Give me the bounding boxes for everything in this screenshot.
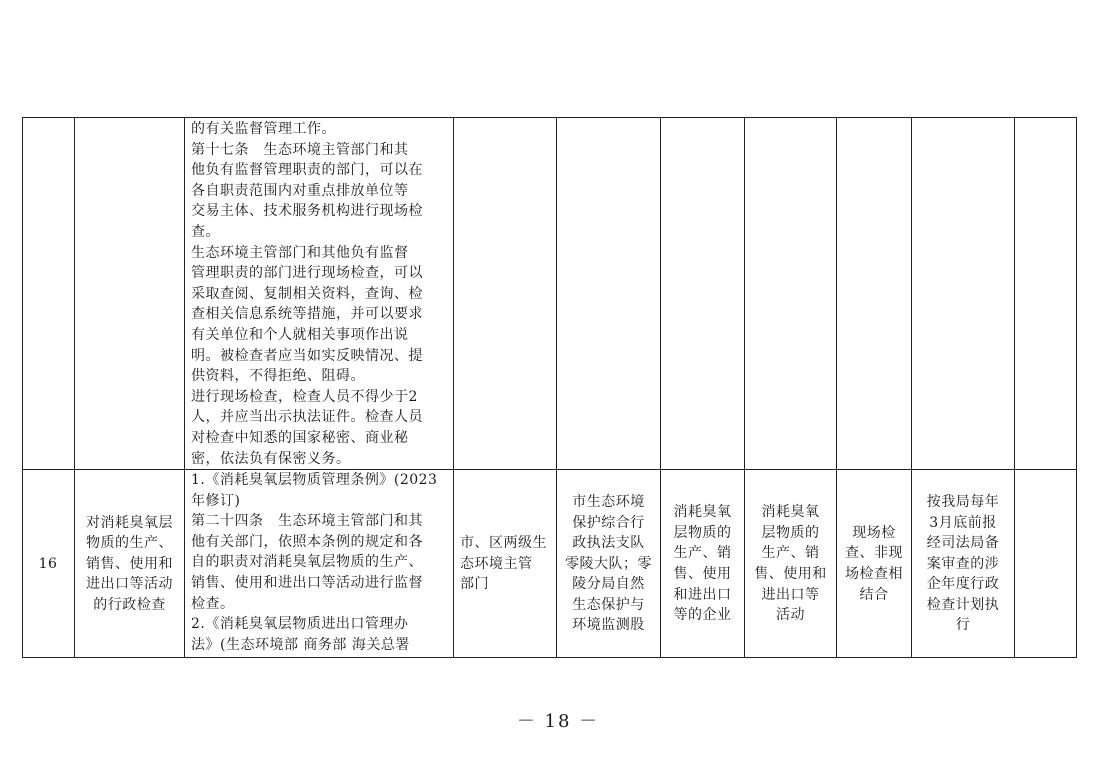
- column-divider: [184, 117, 185, 658]
- executing-unit-cell: 市生态环境 保护综合行 政执法支队 零陵大队；零 陵分局自然 生态保护与 环境监测股: [565, 493, 652, 634]
- inspection-content-cell: 消耗臭氧 层物质的 生产、销 售、使用和 进出口等 活动: [754, 504, 827, 624]
- inspection-method-cell: 现场检 查、非现 场检查相 结合: [845, 524, 903, 603]
- inspection-frequency-cell: 按我局每年 3月底前报 经司法局备 案审查的涉 企年度行政 检查计划执 行: [926, 493, 1000, 634]
- legal-basis-cell: 的有关监督管理工作。 第十七条 生态环境主管部门和其 他负有监督管理职责的部门，可以在 各自职责范围内对重点排放单位等 交易主体、技术服务机构进行现场检 查。 生态环境主管部门和其他负有监督 管理职责的部门进行现场检查，可以 采取查阅、复制相关资料，查询、检 查相关信息系统等措施，并可以要求 有关单位和个人就相关事项作出说 明。被检查者应当如实反映情况、提 供资料，不得拒绝、阻碍。 进行现场检查，检查人员不得少于2 人，并应当出示执法证件。检查人员 对检查中知悉的国家秘密、商业秘 密，依法负有保密义务。: [191, 121, 423, 467]
- page-number: － 18 －: [516, 711, 600, 732]
- row-number-cell: 16: [38, 555, 58, 572]
- legal-basis-cell: 1.《消耗臭氧层物质管理条例》(2023 年修订) 第二十四条 生态环境主管部门和其 他有关部门，依照本条例的规定和各 自的职责对消耗臭氧层物质的生产、 销售、使用和进出口等活动进行监督 检查。 2.《消耗臭氧层物质进出口管理办 法》(生态环境部 商务部 海关总署: [191, 472, 438, 653]
- column-divider: [453, 117, 454, 658]
- inspection-object-cell: 消耗臭氧 层物质的 生产、销 售、使用 和进出口 等的企业: [673, 504, 732, 624]
- remark-cell: [1015, 470, 1076, 658]
- inspection-authority-cell: 市、区两级生 态环境主管 部门: [460, 535, 547, 593]
- inspection-item-cell: 对消耗臭氧层 物质的生产、 销售、使用和 进出口等活动 的行政检查: [86, 514, 173, 613]
